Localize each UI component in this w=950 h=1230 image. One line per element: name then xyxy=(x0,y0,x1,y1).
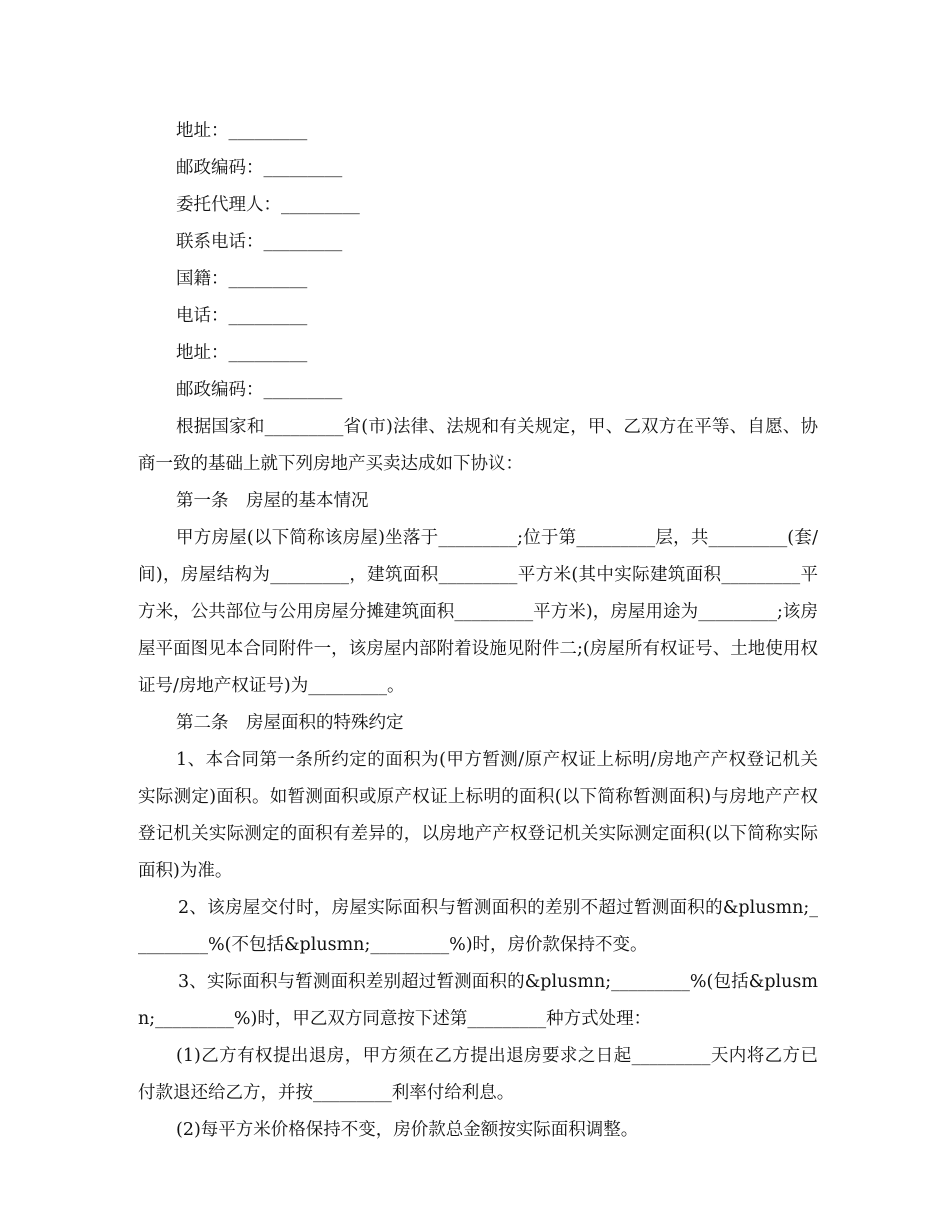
field-agent: 委托代理人：_________ xyxy=(176,195,360,215)
article2-item2: 2、该房屋交付时，房屋实际面积与暂测面积的差别不超过暂测面积的&plusmn;_________%(不包括&plusmn;_________%)时，房价款保持不变。 xyxy=(138,898,818,955)
field-postcode-2: 邮政编码：_________ xyxy=(176,380,343,400)
option-1: (1)乙方有权提出退房，甲方须在乙方提出退房要求之日起_________天内将乙方已付款退还给乙方，并按_________利率付给利息。 xyxy=(138,1046,818,1103)
option-2: (2)每平方米价格保持不变，房价款总金额按实际面积调整。 xyxy=(176,1120,639,1140)
article2-item3: 3、实际面积与暂测面积差别超过暂测面积的&plusmn;_________%(包括&plusmn;_________%)时，甲乙双方同意按下述第_________种方式处理： xyxy=(138,972,818,1029)
document-body xyxy=(138,113,818,1149)
field-address: 地址：_________ xyxy=(176,121,308,141)
field-postcode: 邮政编码：_________ xyxy=(176,158,343,178)
field-contact-phone: 联系电话：_________ xyxy=(176,232,343,252)
article2-title: 第二条 房屋面积的特殊约定 xyxy=(176,713,404,733)
field-nationality: 国籍：_________ xyxy=(176,269,308,289)
article1-title: 第一条 房屋的基本情况 xyxy=(176,491,369,511)
field-address-2: 地址：_________ xyxy=(176,343,308,363)
article1-body: 甲方房屋(以下简称该房屋)坐落于_________;位于第_________层，共_________(套/间)，房屋结构为_________，建筑面积_________平方米(其中实际建筑面积_________平方米，公共部位与公用房屋分摊建筑面积_________平方米)，房屋用途为_________;该房屋平面图见本合同附件一，该房屋内部附着设施见附件二;(房屋所有权证号、土地使用权证号/房地产权证号)为_________。 xyxy=(138,528,818,696)
intro-paragraph: 根据国家和_________省(市)法律、法规和有关规定，甲、乙双方在平等、自愿、协商一致的基础上就下列房地产买卖达成如下协议： xyxy=(138,417,818,474)
field-phone: 电话：_________ xyxy=(176,306,308,326)
article2-item1: 1、本合同第一条所约定的面积为(甲方暂测/原产权证上标明/房地产产权登记机关实际测定)面积。如暂测面积或原产权证上标明的面积(以下简称暂测面积)与房地产产权登记机关实际测定的面积有差异的，以房地产产权登记机关实际测定面积(以下简称实际面积)为准。 xyxy=(138,750,818,881)
